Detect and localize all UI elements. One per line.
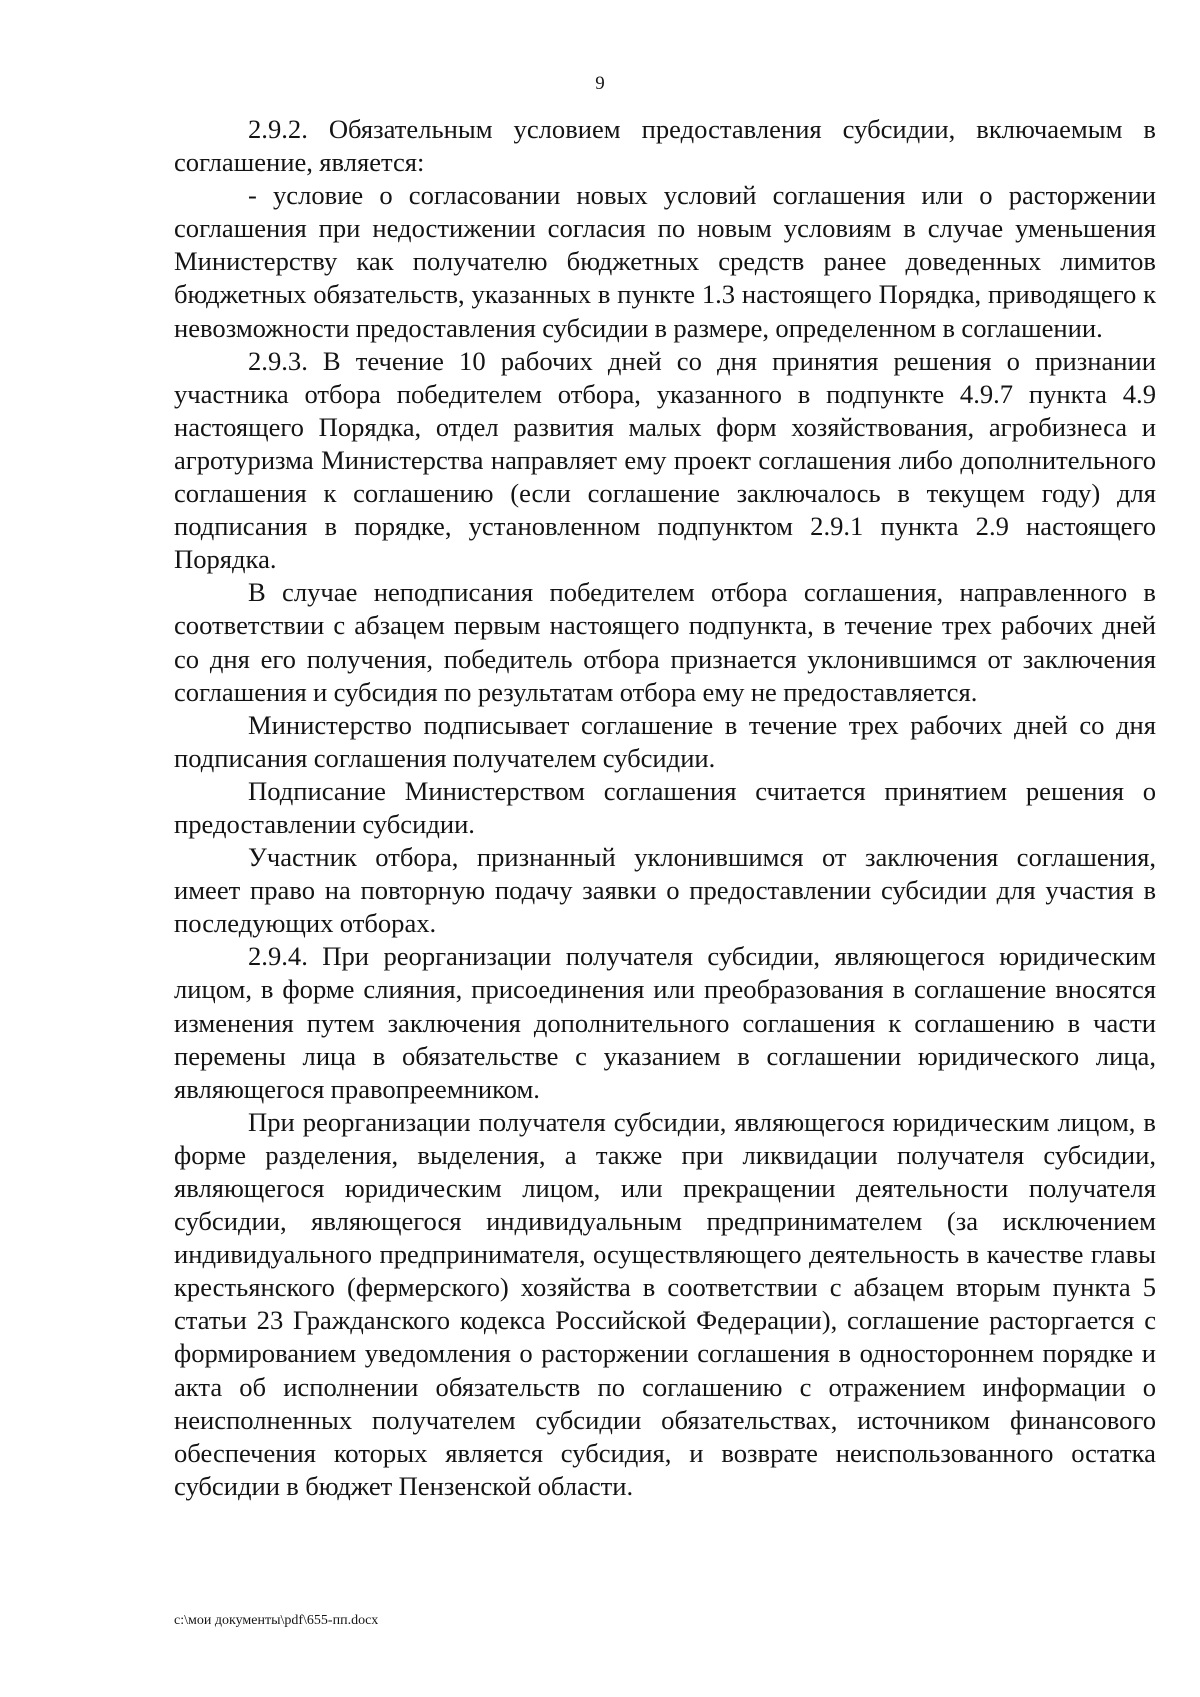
paragraph-condition-item: - условие о согласовании новых условий соглашения или о расторжении соглашения при недостижении согласия по новым условиям в случае уменьшения Министерству как получателю бюджетных средств ранее доведенных лимитов бюджетных обязательств, указанных в пункте 1.3 настоящего Порядка, приводящего к невозможности предоставления субсидии в размере, определенном в соглашении. bbox=[174, 180, 1156, 343]
paragraph-2-9-3: 2.9.3. В течение 10 рабочих дней со дня принятия решения о признании участника отбора победителем отбора, указанного в подпункте 4.9.7 пункта 4.9 настоящего Порядка, отдел развития малых форм хозяйствования, агробизнеса и агротуризма Министерства направляет ему проект соглашения либо дополнительного соглашения к соглашению (если соглашение заключалось в текущем году) для подписания в порядке, установленном подпунктом 2.9.1 пункта 2.9 настоящего Порядка. bbox=[174, 345, 1156, 575]
paragraph-reorganization-termination: При реорганизации получателя субсидии, являющегося юридическим лицом, в форме разделения, выделения, а также при ликвидации получателя субсидии, являющегося юридическим лицом, или прекращении деятельности получателя субсидии, являющегося индивидуальным предпринимателем (за исключением индивидуального предпринимателя, осуществляющего деятельность в качестве главы крестьянского (фермерского) хозяйства в соответствии с абзацем вторым пункта 5 статьи 23 Гражданского кодекса Российской Федерации), соглашение расторгается с формированием уведомления о расторжении соглашения в одностороннем порядке и акта об исполнении обязательств по соглашению с отражением информации о неисполненных получателем субсидии обязательствах, источником финансового обеспечения которых является субсидия, и возврате неиспользованного остатка субсидии в бюджет Пензенской области. bbox=[174, 1106, 1156, 1501]
paragraph-signing-decision: Подписание Министерством соглашения считается принятием решения о предоставлении субсидии. bbox=[174, 775, 1156, 839]
paragraph-ministry-signs: Министерство подписывает соглашение в течение трех рабочих дней со дня подписания соглашения получателем субсидии. bbox=[174, 709, 1156, 773]
footer-file-path: c:\мои документы\pdf\655-пп.docx bbox=[174, 1613, 379, 1628]
paragraph-non-signing: В случае неподписания победителем отбора соглашения, направленного в соответствии с абзацем первым настоящего подпункта, в течение трех рабочих дней со дня его получения, победитель отбора признается уклонившимся от заключения соглашения и субсидия по результатам отбора ему не предоставляется. bbox=[174, 577, 1156, 707]
paragraph-2-9-4: 2.9.4. При реорганизации получателя субсидии, являющегося юридическим лицом, в форме слияния, присоединения или преобразования в соглашение вносятся изменения путем заключения дополнительного соглашения к соглашению в части перемены лица в обязательстве с указанием в соглашении юридического лица, являющегося правопреемником. bbox=[174, 941, 1156, 1104]
page-number: 9 bbox=[595, 73, 605, 94]
document-body bbox=[174, 113, 1156, 1503]
paragraph-repeat-application: Участник отбора, признанный уклонившимся от заключения соглашения, имеет право на повторную подачу заявки о предоставлении субсидии для участия в последующих отборах. bbox=[174, 842, 1156, 939]
paragraph-2-9-2: 2.9.2. Обязательным условием предоставления субсидии, включаемым в соглашение, является: bbox=[174, 114, 1156, 178]
